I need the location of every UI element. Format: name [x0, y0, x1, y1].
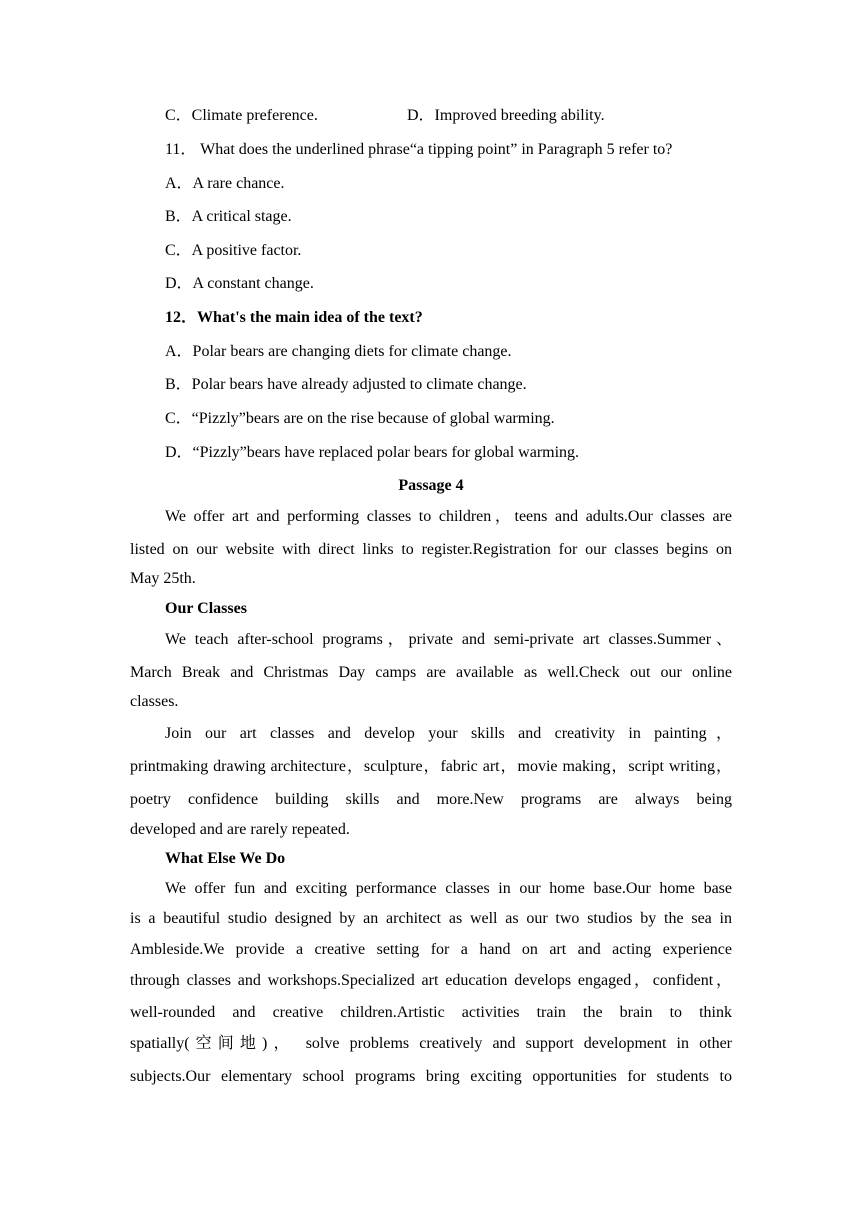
paragraph-line: listed on our website with direct links to register.Registration for our classes begins on: [130, 541, 732, 558]
paragraph-line: poetry confidence building skills and more.New programs are always being: [130, 791, 732, 808]
question-11-option-c: C．A positive factor.: [165, 242, 302, 259]
option-d: D．Improved breeding ability.: [407, 107, 605, 124]
paragraph-line: developed and are rarely repeated.: [130, 821, 350, 838]
question-12-option-b: B．Polar bears have already adjusted to climate change.: [165, 376, 527, 393]
paragraph-line: We offer art and performing classes to children，teens and adults.Our classes are: [165, 508, 732, 525]
question-11-option-b: B．A critical stage.: [165, 208, 292, 225]
paragraph-line: through classes and workshops.Specialized art education develops engaged，confident，: [130, 972, 732, 989]
question-12-option-a: A．Polar bears are changing diets for climate change.: [165, 343, 512, 360]
paragraph-line: Join our art classes and develop your skills and creativity in painting，: [165, 725, 732, 742]
question-12-option-c: C．“Pizzly”bears are on the rise because of global warming.: [165, 410, 555, 427]
question-12-option-d: D．“Pizzly”bears have replaced polar bears for global warming.: [165, 444, 580, 461]
question-11-option-d: D．A constant change.: [165, 275, 314, 292]
paragraph-line: We teach after-school programs，private and semi-private art classes.Summer、: [165, 631, 732, 648]
passage-title: Passage 4: [398, 477, 464, 494]
paragraph-line: well-rounded and creative children.Artistic activities train the brain to think: [130, 1004, 732, 1021]
paragraph-line: classes.: [130, 693, 179, 710]
section-heading-our-classes: Our Classes: [165, 600, 247, 617]
paragraph-line: May 25th.: [130, 570, 196, 587]
paragraph-line: spatially(空间地)， solve problems creatively and support development in other: [130, 1035, 732, 1052]
paragraph-line: is a beautiful studio designed by an architect as well as our two studios by the sea in: [130, 910, 732, 927]
paragraph-line: printmaking drawing architecture，sculpture，fabric art，movie making，script writing，: [130, 758, 733, 775]
paragraph-line: subjects.Our elementary school programs bring exciting opportunities for students to: [130, 1068, 732, 1085]
question-10-options: [165, 106, 605, 126]
paragraph-line: We offer fun and exciting performance classes in our home base.Our home base: [165, 880, 732, 897]
question-11-option-a: A．A rare chance.: [165, 175, 285, 192]
question-11-stem: 11． What does the underlined phrase“a tipping point” in Paragraph 5 refer to?: [165, 141, 673, 158]
paragraph-line: March Break and Christmas Day camps are available as well.Check out our online: [130, 664, 732, 681]
paragraph-line: Ambleside.We provide a creative setting for a hand on art and acting experience: [130, 941, 732, 958]
section-heading-what-else-we-do: What Else We Do: [165, 850, 286, 867]
question-12-stem: 12．What's the main idea of the text?: [165, 309, 423, 326]
option-c: C．Climate preference.: [165, 107, 318, 124]
